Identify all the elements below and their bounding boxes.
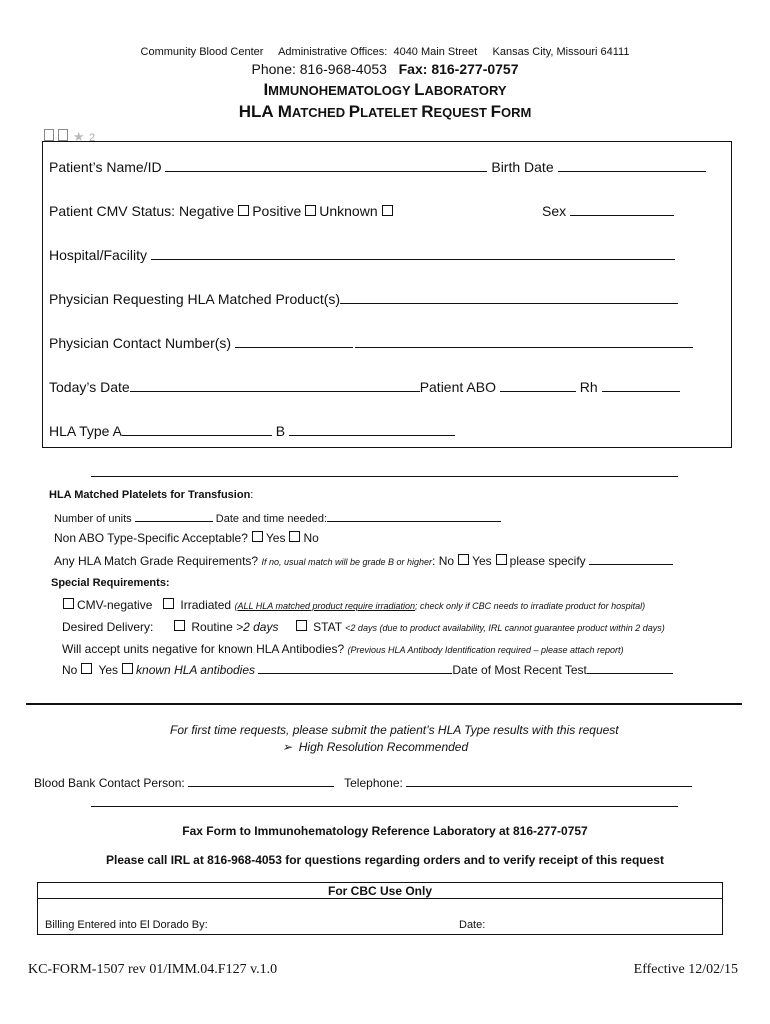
contact-person-field[interactable] bbox=[188, 776, 334, 787]
form-id: KC-FORM-1507 rev 01/IMM.04.F127 v.1.0 bbox=[28, 962, 278, 977]
row-delivery bbox=[62, 620, 665, 634]
fax-label: Fax: bbox=[398, 61, 428, 77]
irradiated-label: Irradiated bbox=[180, 598, 232, 612]
row-sex bbox=[542, 203, 674, 219]
units-label: Number of units bbox=[54, 513, 132, 525]
irradiation-note-underlined: ALL HLA matched product require irradiation bbox=[237, 601, 416, 611]
please-specify-field[interactable] bbox=[589, 554, 673, 565]
cmv-positive-label: Positive bbox=[252, 203, 302, 219]
row-abo-acceptable bbox=[54, 531, 319, 545]
hla-a-field[interactable] bbox=[122, 423, 272, 436]
row-today-abo bbox=[49, 379, 680, 395]
cmv-status-label: Patient CMV Status: Negative bbox=[49, 203, 235, 219]
delivery-label: Desired Delivery: bbox=[62, 620, 154, 634]
today-date-label: Today’s Date bbox=[49, 379, 130, 395]
org-name: Community Blood Center bbox=[140, 46, 264, 58]
abo-yes-checkbox[interactable] bbox=[252, 531, 263, 542]
physician-contact-field-1[interactable] bbox=[235, 335, 353, 348]
irradiation-note-rest: ; check only if CBC needs to irradiate product for hospital) bbox=[415, 601, 646, 611]
high-resolution-text: High Resolution Recommended bbox=[298, 740, 469, 754]
stat-note: <2 days (due to product availability, IRL cannot guarantee product within 2 days) bbox=[345, 623, 665, 633]
page-icon bbox=[44, 129, 54, 141]
units-field[interactable] bbox=[135, 511, 213, 522]
transfusion-heading-text: HLA Matched Platelets for Transfusion bbox=[49, 489, 251, 501]
stat-label: STAT bbox=[313, 620, 342, 634]
divider-line bbox=[91, 476, 678, 477]
hla-b-field[interactable] bbox=[289, 423, 455, 436]
birth-date-field[interactable] bbox=[558, 159, 706, 172]
cbc-title: For CBC Use Only bbox=[327, 884, 432, 898]
rh-label: Rh bbox=[579, 379, 598, 395]
antibodies-no-checkbox[interactable] bbox=[81, 663, 92, 674]
antibodies-yes-label: Yes bbox=[98, 663, 119, 677]
cmv-unknown-checkbox[interactable] bbox=[382, 205, 393, 216]
match-yes-label: Yes bbox=[472, 554, 492, 568]
hla-a-label: HLA Type A bbox=[49, 423, 122, 439]
antibodies-yes-checkbox[interactable] bbox=[122, 663, 133, 674]
known-antibodies-label: known HLA antibodies bbox=[136, 663, 256, 677]
match-no-label: No bbox=[438, 554, 455, 568]
row-hospital bbox=[49, 247, 675, 263]
physician-contact-label: Physician Contact Number(s) bbox=[49, 335, 232, 351]
header-address-line bbox=[0, 46, 770, 58]
today-date-field[interactable] bbox=[130, 379, 420, 392]
cbc-box-divider bbox=[38, 898, 722, 899]
routine-label: Routine bbox=[191, 620, 233, 634]
datetime-label: Date and time needed: bbox=[215, 513, 328, 525]
physician-label: Physician Requesting HLA Matched Product(s) bbox=[49, 291, 341, 307]
match-no-checkbox[interactable] bbox=[458, 554, 469, 565]
cmv-negative-checkbox[interactable] bbox=[238, 205, 249, 216]
next-page-icon bbox=[58, 129, 68, 141]
hospital-label: Hospital/Facility bbox=[49, 247, 148, 263]
patient-name-field[interactable] bbox=[165, 159, 487, 172]
negative-antibodies-question: Will accept units negative for known HLA Antibodies? bbox=[62, 642, 345, 656]
billing-label: Billing Entered into El Dorado By: bbox=[45, 919, 208, 931]
fax-number: 816-277-0757 bbox=[431, 61, 519, 77]
datetime-field[interactable] bbox=[327, 511, 501, 522]
contact-person-label: Blood Bank Contact Person: bbox=[34, 776, 185, 790]
section-divider bbox=[26, 703, 742, 705]
city-state: Kansas City, Missouri 64111 bbox=[492, 46, 630, 58]
cmv-unknown-label: Unknown bbox=[319, 203, 378, 219]
form-title: HLA MATCHED PLATELET REQUEST FORM bbox=[238, 102, 532, 121]
sex-label: Sex bbox=[542, 203, 567, 219]
please-specify-label: please specify bbox=[509, 554, 586, 568]
effective-date: Effective 12/02/15 bbox=[633, 962, 738, 977]
header-phone-line bbox=[0, 61, 770, 77]
match-yes-checkbox[interactable] bbox=[496, 554, 507, 565]
row-match-grade: Any HLA Match Grade Requirements? If no, usual match will be grade B or higher: No Yes please specify bbox=[54, 554, 673, 568]
physician-field[interactable] bbox=[340, 291, 678, 304]
match-grade-note: If no, usual match will be grade B or higher bbox=[261, 557, 433, 567]
negative-antibodies-note: (Previous HLA Antibody Identification required – please attach report) bbox=[347, 645, 624, 655]
abo-yes-label: Yes bbox=[265, 531, 286, 545]
row-physician-contact bbox=[49, 335, 693, 351]
contact-divider bbox=[91, 806, 678, 807]
row-cmv-irradiated: CMV-negative Irradiated (ALL HLA matched product require irradiation; check only if CBC needs to irradiate product for hospital) bbox=[59, 598, 645, 612]
row-cmv-status bbox=[49, 203, 396, 219]
row-negative-antibodies bbox=[62, 642, 624, 656]
hla-b-label: B bbox=[275, 423, 286, 439]
routine-days: >2 days bbox=[236, 620, 279, 634]
cmv-negative-req-label: CMV-negative bbox=[77, 598, 153, 612]
cbc-date-label: Date: bbox=[459, 919, 486, 931]
star-icon: ★ bbox=[72, 129, 85, 144]
antibodies-no-label: No bbox=[62, 663, 78, 677]
abo-question: Non ABO Type-Specific Acceptable? bbox=[54, 531, 248, 545]
transfusion-heading: HLA Matched Platelets for Transfusion: bbox=[49, 489, 254, 501]
phone-label: Phone: bbox=[251, 61, 296, 77]
row-hla-type bbox=[49, 423, 455, 439]
contact-phone-field[interactable] bbox=[406, 776, 692, 787]
row-units bbox=[54, 511, 501, 525]
cmv-negative-req-checkbox[interactable] bbox=[63, 598, 74, 609]
patient-name-label: Patient’s Name/ID bbox=[49, 159, 162, 175]
contact-phone-label: Telephone: bbox=[344, 776, 403, 790]
hospital-field[interactable] bbox=[151, 247, 675, 260]
call-instruction: Please call IRL at 816-968-4053 for questions regarding orders and to verify receipt of this request bbox=[106, 853, 664, 867]
row-physician bbox=[49, 291, 678, 307]
lab-title: IMMUNOHEMATOLOGY LABORATORY bbox=[263, 80, 507, 99]
patient-abo-field[interactable] bbox=[500, 379, 576, 392]
recent-test-label: Date of Most Recent Test bbox=[452, 663, 587, 677]
toolbar-count: 2 bbox=[89, 132, 96, 144]
phone-number: 816-968-4053 bbox=[299, 61, 387, 77]
row-patient-name bbox=[49, 159, 706, 175]
offices-label: Administrative Offices: bbox=[278, 46, 388, 58]
first-time-note: For first time requests, please submit the patient’s HLA Type results with this request bbox=[170, 723, 619, 737]
birth-date-label: Birth Date bbox=[491, 159, 554, 175]
street-address: 4040 Main Street bbox=[393, 46, 478, 58]
fax-instruction: Fax Form to Immunohematology Reference Laboratory at 816-277-0757 bbox=[182, 824, 588, 838]
abo-no-checkbox[interactable] bbox=[289, 531, 300, 542]
mini-toolbar bbox=[44, 128, 95, 142]
sex-field[interactable] bbox=[570, 203, 674, 216]
abo-no-label: No bbox=[303, 531, 319, 545]
irradiated-checkbox[interactable] bbox=[163, 598, 174, 609]
row-known-antibodies bbox=[62, 663, 673, 677]
rh-field[interactable] bbox=[602, 379, 680, 392]
recent-test-field[interactable] bbox=[587, 663, 673, 674]
stat-checkbox[interactable] bbox=[296, 620, 307, 631]
known-antibodies-field[interactable] bbox=[258, 663, 452, 674]
routine-checkbox[interactable] bbox=[174, 620, 185, 631]
row-contact-person bbox=[34, 776, 692, 790]
arrow-bullet-icon: ➢ bbox=[282, 740, 293, 754]
special-requirements-heading: Special Requirements: bbox=[51, 577, 170, 589]
match-grade-question: Any HLA Match Grade Requirements? bbox=[54, 554, 259, 568]
patient-abo-label: Patient ABO bbox=[419, 379, 496, 395]
physician-contact-field-2[interactable] bbox=[355, 335, 693, 348]
cmv-positive-checkbox[interactable] bbox=[305, 205, 316, 216]
high-resolution-note bbox=[282, 740, 468, 754]
